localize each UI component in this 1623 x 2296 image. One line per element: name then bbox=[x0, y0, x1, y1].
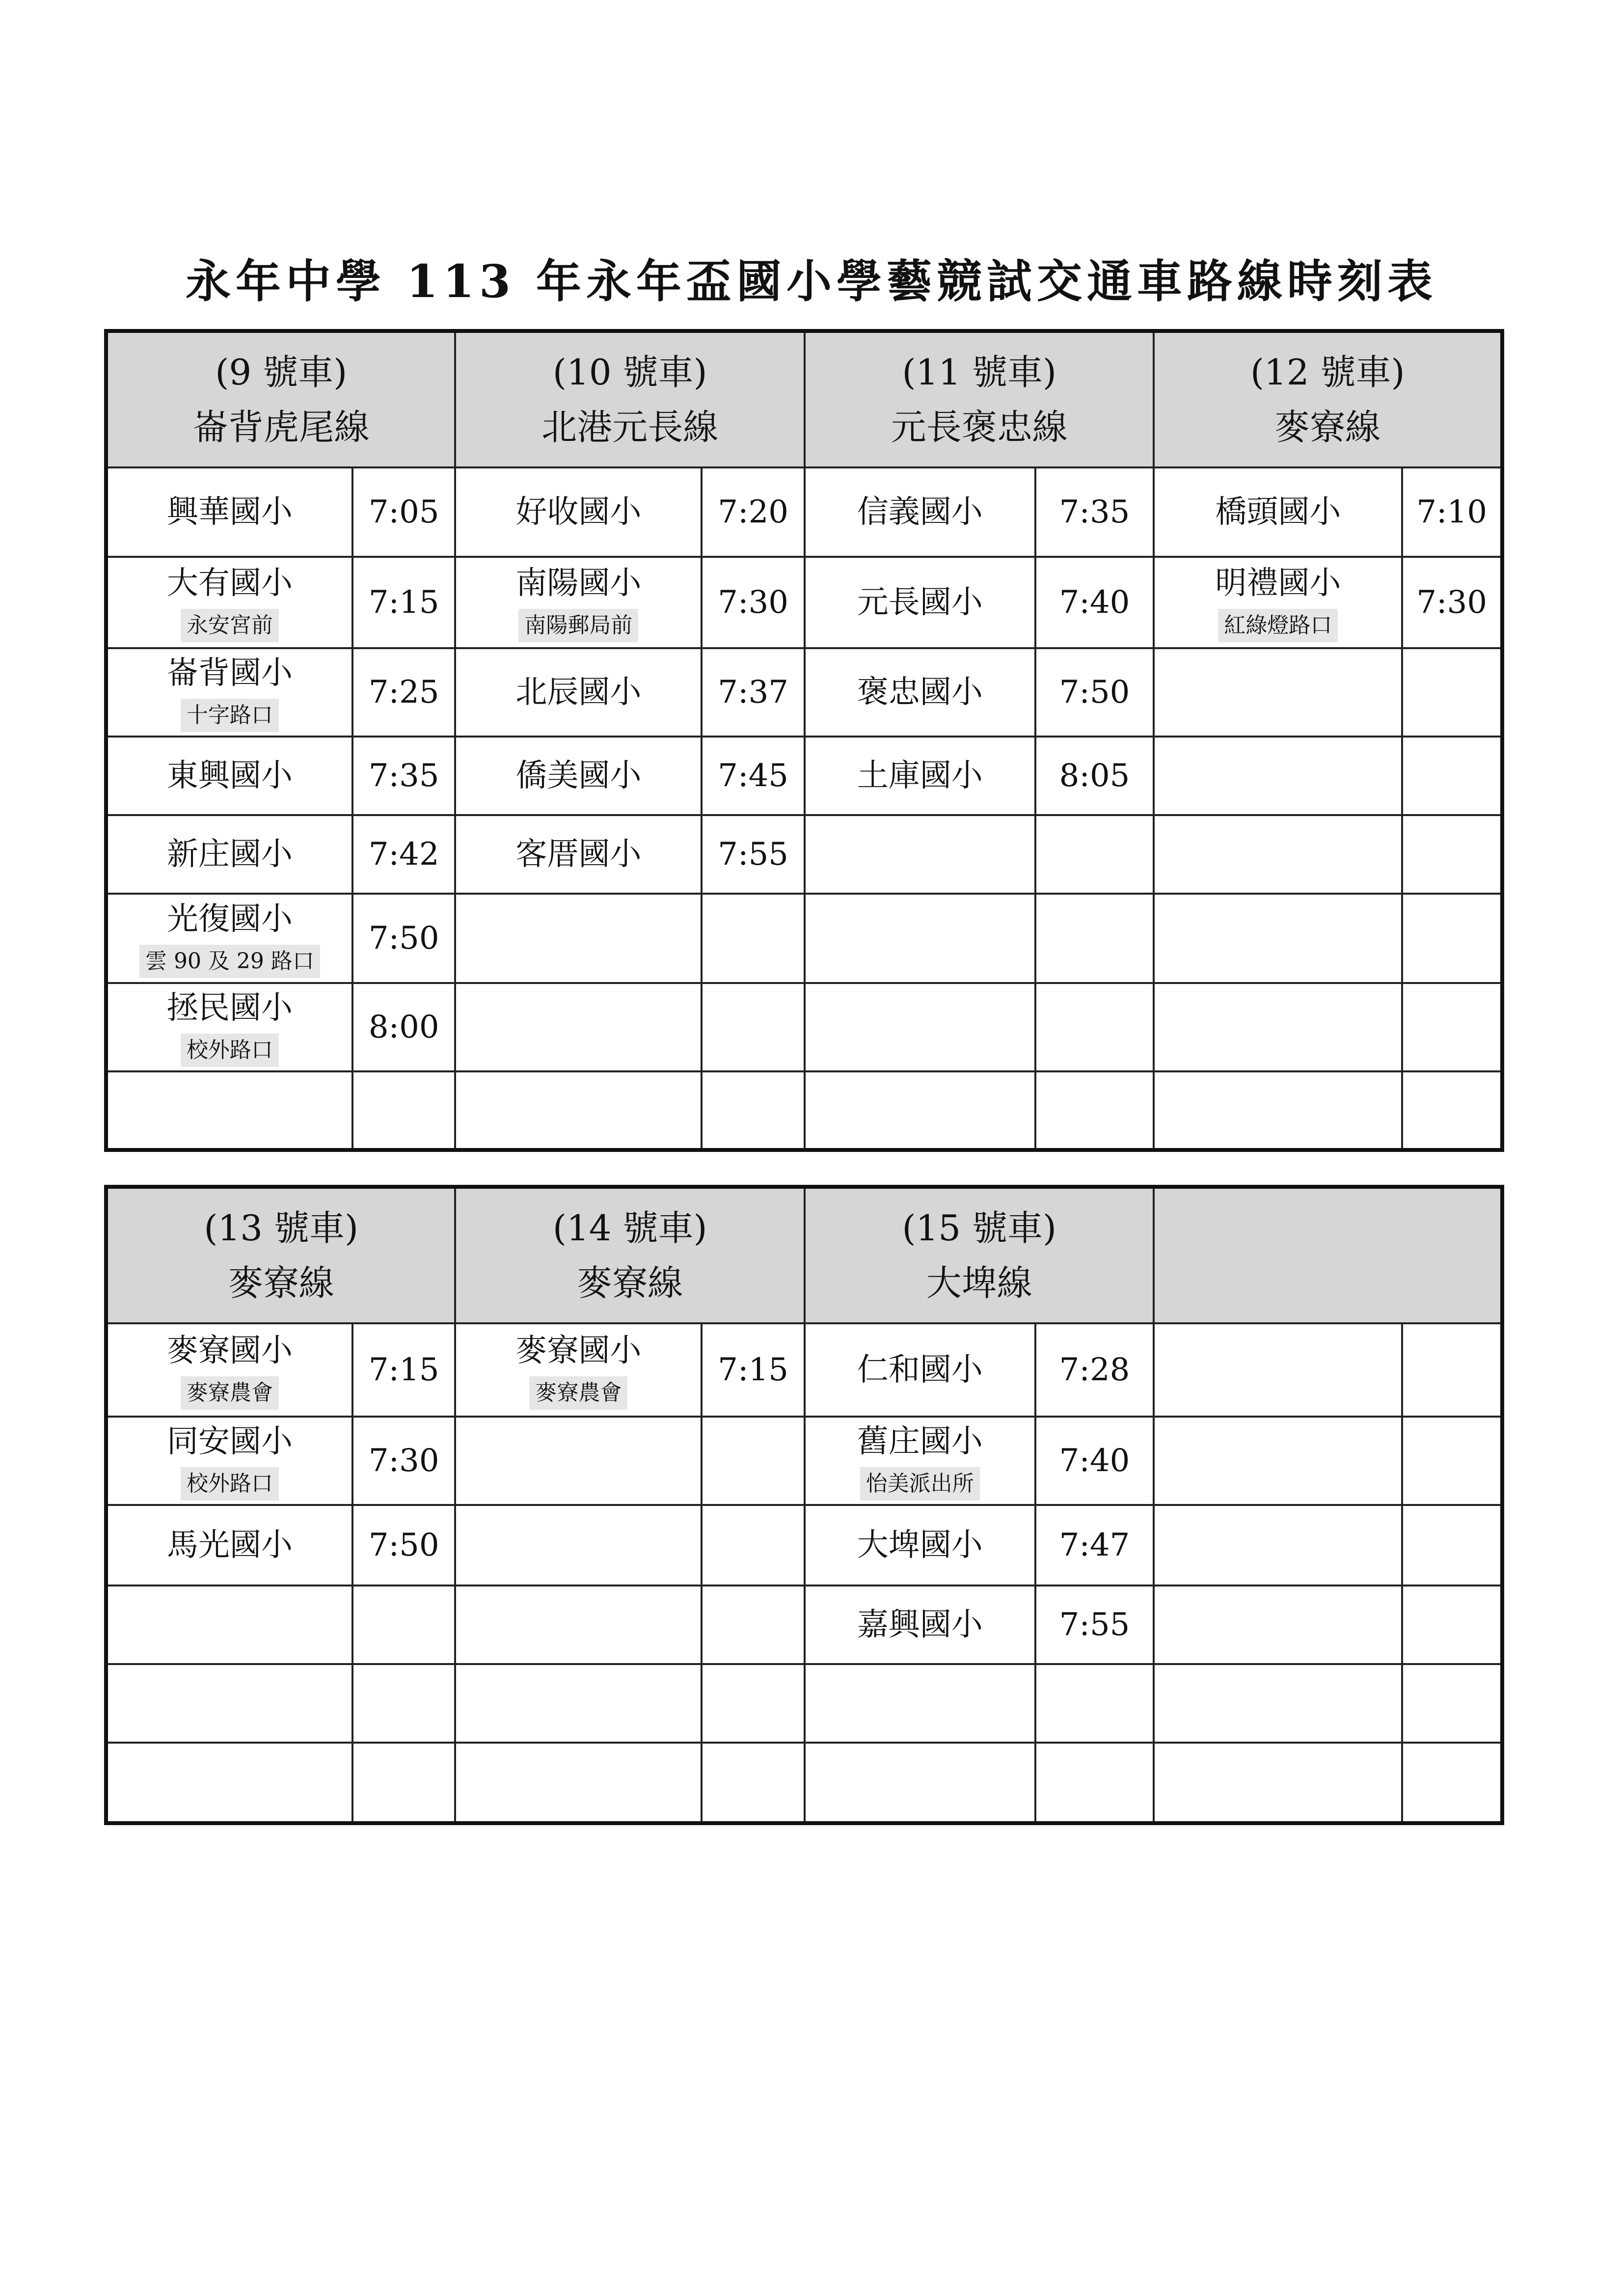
stop-cell bbox=[1154, 1071, 1402, 1150]
bus-route: 北港元長線 bbox=[541, 407, 719, 448]
stop-name: 舊庄國小 bbox=[857, 1423, 983, 1460]
stop-note: 麥寮農會 bbox=[529, 1376, 627, 1410]
stop-name: 崙背國小 bbox=[166, 655, 293, 691]
departure-time bbox=[702, 1505, 805, 1585]
departure-time: 8:00 bbox=[352, 983, 456, 1071]
departure-time bbox=[352, 1664, 456, 1743]
stop-name: 明禮國小 bbox=[1215, 565, 1341, 601]
stop-cell bbox=[106, 1743, 352, 1823]
table-row bbox=[106, 1323, 1502, 1417]
stop-name: 好收國小 bbox=[515, 494, 642, 530]
stop-name: 麥寮國小 bbox=[166, 1333, 293, 1369]
departure-time: 7:37 bbox=[702, 648, 805, 737]
stop-note: 南陽郵局前 bbox=[518, 609, 638, 642]
stop-cell bbox=[805, 983, 1035, 1071]
bus-header bbox=[805, 1187, 1154, 1323]
stop-note: 怡美派出所 bbox=[860, 1467, 980, 1501]
stop-name: 光復國小 bbox=[166, 901, 293, 937]
stop-cell bbox=[106, 1664, 352, 1743]
table-row bbox=[106, 1505, 1502, 1585]
page-title: 永年中學 113 年永年盃國小學藝競試交通車路線時刻表 bbox=[185, 255, 1438, 308]
stop-note: 十字路口 bbox=[181, 699, 279, 732]
departure-time bbox=[702, 1417, 805, 1505]
stop-name: 同安國小 bbox=[166, 1423, 293, 1460]
stop-name: 元長國小 bbox=[857, 584, 983, 621]
schedule-table-1 bbox=[104, 329, 1504, 1152]
departure-time: 7:42 bbox=[352, 815, 456, 894]
stop-note: 紅綠燈路口 bbox=[1218, 609, 1338, 642]
stop-cell bbox=[455, 1417, 702, 1505]
stop-cell bbox=[1154, 1585, 1402, 1664]
departure-time bbox=[702, 1664, 805, 1743]
stop-cell bbox=[106, 983, 352, 1071]
stop-cell bbox=[805, 815, 1035, 894]
stop-cell bbox=[106, 815, 352, 894]
departure-time: 7:10 bbox=[1402, 467, 1502, 557]
departure-time: 7:15 bbox=[352, 1323, 456, 1417]
stop-cell bbox=[1154, 983, 1402, 1071]
schedule-table-2 bbox=[104, 1185, 1504, 1825]
stop-name: 信義國小 bbox=[857, 494, 983, 530]
stop-cell bbox=[106, 557, 352, 648]
table-row bbox=[106, 467, 1502, 557]
bus-route: 大埤線 bbox=[926, 1262, 1032, 1304]
stop-cell bbox=[455, 1323, 702, 1417]
stop-cell bbox=[805, 1505, 1035, 1585]
stop-cell bbox=[455, 1664, 702, 1743]
departure-time bbox=[1035, 1743, 1154, 1823]
bus-route: 麥寮線 bbox=[228, 1262, 334, 1304]
bus-header-row bbox=[106, 1187, 1502, 1323]
stop-cell bbox=[805, 557, 1035, 648]
bus-route: 崙背虎尾線 bbox=[192, 407, 370, 448]
stop-name: 興華國小 bbox=[166, 494, 293, 530]
stop-cell bbox=[106, 894, 352, 983]
stop-cell bbox=[1154, 815, 1402, 894]
stop-cell bbox=[455, 1505, 702, 1585]
table-row bbox=[106, 648, 1502, 737]
stop-cell bbox=[106, 648, 352, 737]
departure-time bbox=[1402, 1664, 1502, 1743]
departure-time bbox=[1402, 983, 1502, 1071]
stop-cell bbox=[805, 1071, 1035, 1150]
departure-time bbox=[1402, 1505, 1502, 1585]
stop-name: 土庫國小 bbox=[857, 758, 983, 794]
stop-cell bbox=[1154, 648, 1402, 737]
departure-time: 7:05 bbox=[352, 467, 456, 557]
stop-name: 新庄國小 bbox=[166, 836, 293, 873]
departure-time bbox=[1402, 1071, 1502, 1150]
departure-time: 7:47 bbox=[1035, 1505, 1154, 1585]
bus-number: (13 號車) bbox=[204, 1207, 359, 1249]
table-row bbox=[106, 737, 1502, 815]
bus-header bbox=[455, 331, 804, 467]
departure-time bbox=[352, 1585, 456, 1664]
departure-time: 7:40 bbox=[1035, 557, 1154, 648]
bus-route: 麥寮線 bbox=[577, 1262, 683, 1304]
stop-cell bbox=[805, 467, 1035, 557]
stop-cell bbox=[805, 1323, 1035, 1417]
departure-time bbox=[1035, 1664, 1154, 1743]
bus-route: 元長褒忠線 bbox=[891, 407, 1068, 448]
stop-cell bbox=[455, 737, 702, 815]
table-row bbox=[106, 1743, 1502, 1823]
stop-cell bbox=[455, 648, 702, 737]
departure-time bbox=[1402, 1417, 1502, 1505]
departure-time bbox=[1402, 648, 1502, 737]
stop-cell bbox=[455, 557, 702, 648]
departure-time bbox=[1402, 815, 1502, 894]
bus-header bbox=[1154, 331, 1502, 467]
bus-number: (15 號車) bbox=[902, 1207, 1057, 1249]
bus-header-row bbox=[106, 331, 1502, 467]
departure-time: 7:55 bbox=[1035, 1585, 1154, 1664]
departure-time bbox=[1402, 894, 1502, 983]
departure-time bbox=[1402, 1743, 1502, 1823]
stop-cell bbox=[455, 1585, 702, 1664]
stop-note: 麥寮農會 bbox=[181, 1376, 279, 1410]
departure-time: 7:40 bbox=[1035, 1417, 1154, 1505]
stop-cell bbox=[805, 648, 1035, 737]
stop-cell bbox=[1154, 467, 1402, 557]
stop-name: 僑美國小 bbox=[515, 758, 642, 794]
departure-time bbox=[1035, 1071, 1154, 1150]
departure-time: 7:25 bbox=[352, 648, 456, 737]
stop-name: 仁和國小 bbox=[857, 1352, 983, 1388]
stop-name: 麥寮國小 bbox=[515, 1333, 642, 1369]
departure-time: 7:30 bbox=[1402, 557, 1502, 648]
departure-time: 7:50 bbox=[352, 894, 456, 983]
stop-name: 馬光國小 bbox=[166, 1527, 293, 1563]
departure-time bbox=[702, 1071, 805, 1150]
departure-time: 7:28 bbox=[1035, 1323, 1154, 1417]
departure-time bbox=[702, 1585, 805, 1664]
bus-header bbox=[455, 1187, 804, 1323]
bus-number: (14 號車) bbox=[552, 1207, 707, 1249]
departure-time: 8:05 bbox=[1035, 737, 1154, 815]
stop-note: 雲 90 及 29 路口 bbox=[139, 945, 320, 978]
stop-cell bbox=[455, 815, 702, 894]
stop-cell bbox=[1154, 1505, 1402, 1585]
bus-header bbox=[106, 1187, 455, 1323]
stop-cell bbox=[805, 1585, 1035, 1664]
table-row bbox=[106, 1417, 1502, 1505]
stop-cell bbox=[1154, 1417, 1402, 1505]
stop-cell bbox=[106, 1505, 352, 1585]
bus-number: (10 號車) bbox=[552, 352, 707, 393]
stop-note: 校外路口 bbox=[181, 1034, 279, 1067]
bus-header bbox=[805, 331, 1154, 467]
departure-time bbox=[702, 1743, 805, 1823]
stop-note: 永安宮前 bbox=[181, 609, 279, 642]
table-row bbox=[106, 1071, 1502, 1150]
departure-time: 7:35 bbox=[1035, 467, 1154, 557]
departure-time bbox=[1035, 894, 1154, 983]
bus-header bbox=[106, 331, 455, 467]
departure-time: 7:15 bbox=[702, 1323, 805, 1417]
stop-cell bbox=[106, 1323, 352, 1417]
departure-time: 7:35 bbox=[352, 737, 456, 815]
departure-time bbox=[702, 983, 805, 1071]
departure-time: 7:50 bbox=[352, 1505, 456, 1585]
stop-cell bbox=[455, 894, 702, 983]
stop-cell bbox=[805, 1417, 1035, 1505]
departure-time: 7:15 bbox=[352, 557, 456, 648]
table-row bbox=[106, 894, 1502, 983]
stop-cell bbox=[106, 1071, 352, 1150]
table-row bbox=[106, 557, 1502, 648]
table-row bbox=[106, 1664, 1502, 1743]
bus-route: 麥寮線 bbox=[1274, 407, 1381, 448]
stop-name: 南陽國小 bbox=[515, 565, 642, 601]
table-row bbox=[106, 815, 1502, 894]
departure-time: 7:30 bbox=[702, 557, 805, 648]
bus-number: (12 號車) bbox=[1250, 352, 1405, 393]
stop-cell bbox=[1154, 1323, 1402, 1417]
departure-time bbox=[1402, 1323, 1502, 1417]
stop-cell bbox=[1154, 557, 1402, 648]
stop-cell bbox=[805, 1664, 1035, 1743]
bus-header bbox=[1154, 1187, 1502, 1323]
stop-cell bbox=[805, 1743, 1035, 1823]
stop-cell bbox=[1154, 1664, 1402, 1743]
stop-cell bbox=[1154, 894, 1402, 983]
stop-name: 大有國小 bbox=[166, 565, 293, 601]
departure-time bbox=[702, 894, 805, 983]
stop-note: 校外路口 bbox=[181, 1467, 279, 1501]
stop-cell bbox=[455, 983, 702, 1071]
stop-name: 客厝國小 bbox=[515, 836, 642, 873]
stop-cell bbox=[1154, 737, 1402, 815]
stop-cell bbox=[455, 1071, 702, 1150]
departure-time: 7:45 bbox=[702, 737, 805, 815]
table-row bbox=[106, 1585, 1502, 1664]
stop-name: 大埤國小 bbox=[857, 1527, 983, 1563]
departure-time: 7:30 bbox=[352, 1417, 456, 1505]
stop-cell bbox=[106, 1417, 352, 1505]
departure-time: 7:55 bbox=[702, 815, 805, 894]
stop-cell bbox=[805, 737, 1035, 815]
stop-name: 拯民國小 bbox=[166, 990, 293, 1026]
stop-cell bbox=[106, 1585, 352, 1664]
bus-number: (9 號車) bbox=[215, 352, 348, 393]
stop-name: 北辰國小 bbox=[515, 674, 642, 711]
departure-time bbox=[1035, 815, 1154, 894]
departure-time: 7:20 bbox=[702, 467, 805, 557]
stop-cell bbox=[1154, 1743, 1402, 1823]
stop-cell bbox=[106, 737, 352, 815]
stop-cell bbox=[455, 467, 702, 557]
departure-time bbox=[1035, 983, 1154, 1071]
bus-number: (11 號車) bbox=[902, 352, 1057, 393]
stop-name: 東興國小 bbox=[166, 758, 293, 794]
departure-time bbox=[1402, 1585, 1502, 1664]
stop-name: 橋頭國小 bbox=[1215, 494, 1341, 530]
departure-time bbox=[352, 1743, 456, 1823]
table-row bbox=[106, 983, 1502, 1071]
stop-cell bbox=[805, 894, 1035, 983]
stop-cell bbox=[455, 1743, 702, 1823]
stop-name: 嘉興國小 bbox=[857, 1607, 983, 1643]
departure-time bbox=[352, 1071, 456, 1150]
departure-time: 7:50 bbox=[1035, 648, 1154, 737]
departure-time bbox=[1402, 737, 1502, 815]
stop-cell bbox=[106, 467, 352, 557]
stop-name: 褒忠國小 bbox=[857, 674, 983, 711]
